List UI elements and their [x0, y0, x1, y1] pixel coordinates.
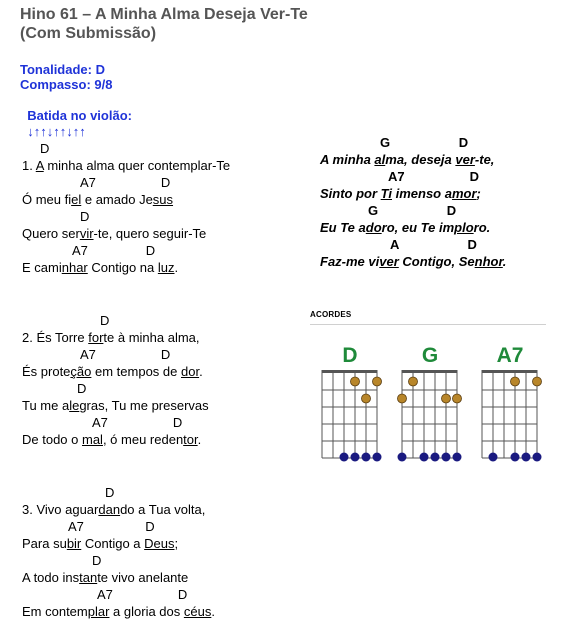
chord-diagrams	[300, 365, 560, 485]
chord-diagram-a7	[482, 370, 542, 462]
chord-line: A7 D	[68, 519, 155, 534]
lyric-line: A todo instante vivo anelante	[22, 570, 189, 585]
lyric-line: 3. Vivo aguardando a Tua volta,	[22, 502, 206, 517]
chord-line: D	[80, 209, 90, 224]
chords-section-label: ACORDES	[310, 310, 352, 319]
string-dot	[522, 453, 531, 462]
chord-line: G D	[368, 203, 457, 218]
chord-diagram-g	[398, 370, 462, 462]
finger-dot	[511, 377, 520, 386]
chord-line: A7 D	[97, 587, 188, 602]
chord-line: D	[105, 485, 115, 500]
lyric-line: 1. A minha alma quer contemplar-Te	[22, 158, 231, 173]
chord-line: A7 D	[92, 415, 183, 430]
finger-dot	[351, 377, 360, 386]
strumming-pattern: ↓↑↑↓↑↑↓↑↑	[27, 124, 86, 139]
lyric-line: Quero servir-te, quero seguir-Te	[22, 226, 207, 241]
chords-divider	[310, 324, 546, 325]
key-info: Tonalidade: D	[20, 62, 105, 77]
chord-line: D	[77, 381, 87, 396]
strumming-label: Batida no violão:	[27, 108, 132, 123]
lyric-line: Sinto por Ti imenso amor;	[320, 186, 481, 201]
lyric-line: Para subir Contigo a Deus;	[22, 536, 179, 551]
finger-dot	[533, 377, 542, 386]
chord-line: D	[92, 553, 102, 568]
string-dot	[398, 453, 407, 462]
lyric-line: E caminhar Contigo na luz.	[22, 260, 179, 275]
string-dot	[431, 453, 440, 462]
chord-name-g: G	[421, 344, 439, 367]
lyric-line: És proteção em tempos de dor.	[22, 364, 203, 379]
chord-line: A7 D	[388, 169, 480, 184]
song-title: Hino 61 – A Minha Alma Deseja Ver-Te	[20, 6, 308, 23]
finger-dot	[398, 394, 407, 403]
chord-line: A7 D	[72, 243, 156, 258]
strumming-info	[20, 92, 132, 140]
chord-line: A D	[390, 237, 477, 252]
lyric-line: Faz-me viver Contigo, Senhor.	[320, 254, 507, 269]
chord-name-d: D	[342, 344, 358, 367]
chord-line: D	[40, 141, 50, 156]
lyric-line: Em contemplar a gloria dos céus.	[22, 604, 215, 619]
finger-dot	[373, 377, 382, 386]
song-subtitle: (Com Submissão)	[20, 25, 157, 42]
string-dot	[362, 453, 371, 462]
lyric-line: 2. És Torre forte à minha alma,	[22, 330, 200, 345]
chord-line: A7 D	[80, 175, 171, 190]
finger-dot	[409, 377, 418, 386]
finger-dot	[362, 394, 371, 403]
chord-diagram-d	[322, 370, 382, 462]
finger-dot	[453, 394, 462, 403]
lyric-line: A minha alma, deseja ver-te,	[320, 152, 495, 167]
lyric-line: De todo o mal, ó meu redentor.	[22, 432, 202, 447]
string-dot	[340, 453, 349, 462]
chord-line: G D	[380, 135, 469, 150]
chord-line: D	[100, 313, 110, 328]
lyric-line: Ó meu fiel e amado Jesus	[22, 192, 174, 207]
string-dot	[442, 453, 451, 462]
string-dot	[420, 453, 429, 462]
lyric-line: Tu me alegras, Tu me preservas	[22, 398, 209, 413]
string-dot	[511, 453, 520, 462]
time-signature-info: Compasso: 9/8	[20, 77, 113, 92]
string-dot	[453, 453, 462, 462]
chord-line: A7 D	[80, 347, 171, 362]
lyric-line: Eu Te adoro, eu Te imploro.	[320, 220, 491, 235]
string-dot	[351, 453, 360, 462]
string-dot	[533, 453, 542, 462]
chord-name-a7: A7	[496, 344, 524, 367]
string-dot	[373, 453, 382, 462]
string-dot	[489, 453, 498, 462]
finger-dot	[442, 394, 451, 403]
